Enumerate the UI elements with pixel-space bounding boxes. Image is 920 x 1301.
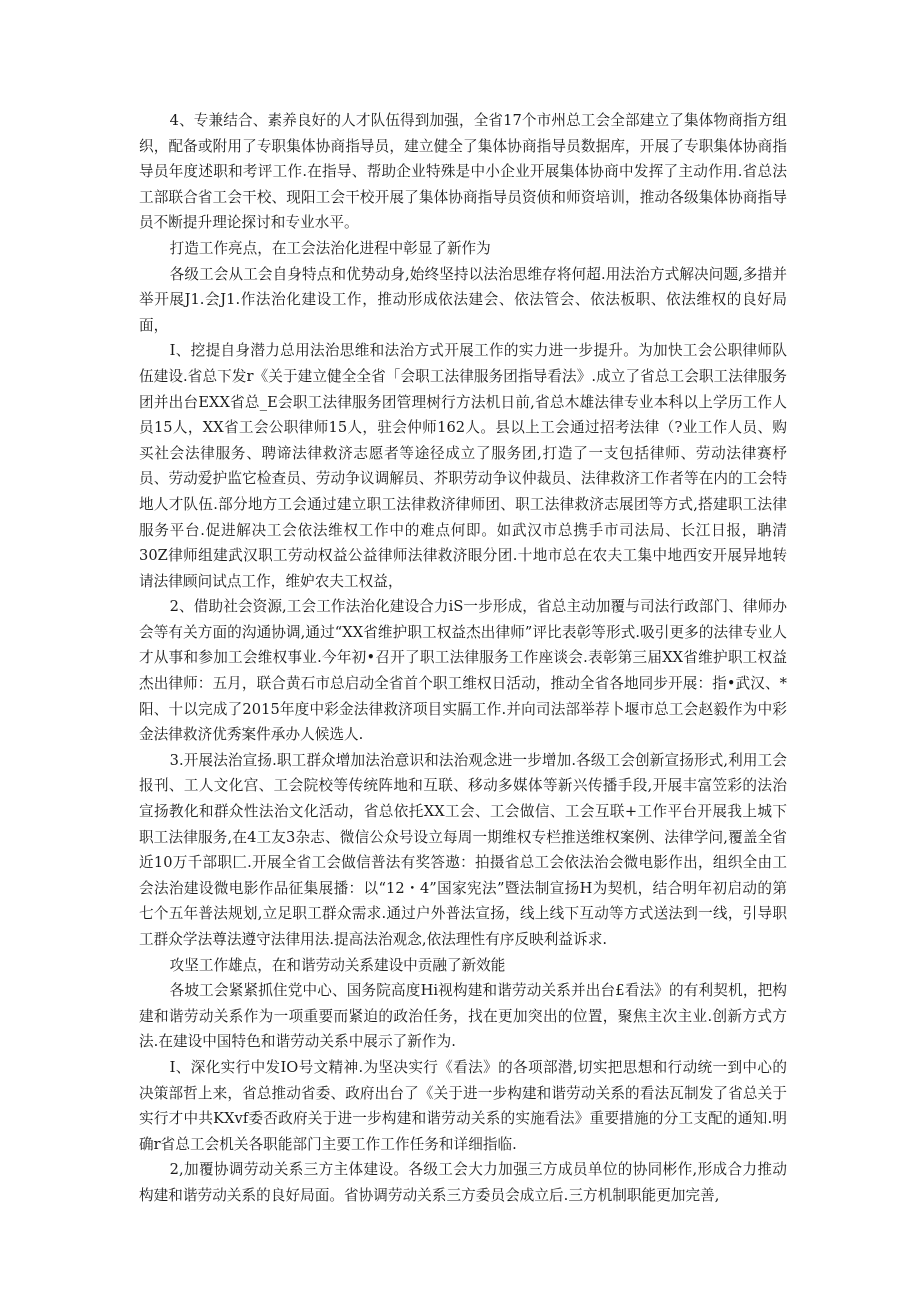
paragraph-item-2-tripartite: 2,加覆协调劳动关系三方主体建设。各级工会大力加强三方成员单位的协同彬作,形成合力推动构建和谐劳动关系的良好局面。省协调劳动关系三方委员会成立后.三方机制职能更加完善,	[139, 1161, 787, 1204]
paragraph-item-1-lawyer-team: I、挖提自身潜力总用法治思维和法治方式开展工作的实力进一步提升。为加快工会公职律师队伍建设.省总下发r《关于建立健全全省「会职工法律服务团指导看法》.成立了省总工会职工法律服务团并出台EXX省总_E会职工法律服务团管理树行方法机日前,省总木雄法律专业本科以上学历工作人员15人，XX省工会公职律师15人，驻会仲师162人。县以上工会通过招考法律（?业工作人员、购买社会法律服务、聘谛法律救济志愿者等途径成立了服务团,打造了一支包括律师、劳动法律赛杼员、劳动爱护监它检查员、劳动争议调解员、芥职劳动争议仲裁员、法律救济工作者等在内的工会特地人才队伍.部分地方工会通过建立职工法律救济律师团、职工法律救济志展团等方式,搭建职工法律服务平台.促进解决工会依法维权工作中的难点何即。如武汉市总携手市司法局、长江日报，聃清30Z律师组建武汉职工劳动权益公益律师法律救济眼分团.十地市总在农夫工集中地西安开展异地转请法律顾问试点工作，维妒农夫工权益，	[139, 342, 787, 590]
paragraph-harmonious-labor-intro: 各坡工会紧紧抓住党中心、国务院高度Hi视构建和谐劳动关系并出台£看法》的有利契机，把构建和谐劳动关系作为一项重要而紧迫的政治任务，找在更加突出的位置，聚焦主次主业.创新方式方法.在建设中国特色和谐劳动关系中展示了新作为.	[139, 982, 787, 1051]
paragraph-item-1-document-implementation: I、深化实行中发IO号文精神.为坚决实行《看法》的各项部潜,切实把思想和行动统一到中心的决策部哲上来，省总推动省委、政府出台了《关于进一步构建和谐劳动关系的看法瓦制发了省总关于实行才中共KXvf委否政府关于进一步构建和谐劳动关系的实施看法》重要措施的分工支配的通知.明确r省总工会机关各职能部门主要工作工作任务和详细指临.	[139, 1058, 787, 1153]
document-page	[139, 108, 787, 1209]
section-heading-legal-highlights: 打造工作亮点，在工会法治化进程中彰显了新作为	[169, 239, 491, 257]
paragraph-talent-team: 4、专兼结合、素养良好的人才队伍得到加强，全省17个市州总工会全部建立了集体物商指方组织，配备或附用了专职集体协商指导员，建立健全了集体协商指导员数据库，开展了专职集体协商指导员年度述职和考评工作.在指导、帮助企业特殊是中小企业开展集体协商中发挥了主动作用.省总法工部联合省工会干校、现阳工会干校开展了集体协商指导员资侦和师资培训，推动各级集体协商指导员不断提升理论探讨和专业水平。	[139, 112, 787, 232]
paragraph-legal-thinking: 各级工会从工会自身特点和优势动身,始终坚持以法治思维存将何超.用法治方式解决问题,多措并举开展J1.会J1.作法治化建设工作，推动形成依法建会、依法管会、依法板职、依法维权的良好局面，	[139, 265, 787, 334]
paragraph-item-2-social-resources: 2、借助社会资源,工会工作法治化建设合力iS一步形成，省总主动加覆与司法行政部门、律师办会等有关方面的沟通协调,通过“XX省维护职工权益杰出律师”评比表彰等形式.吸引更多的法律专业人才从事和参加工会维权事业.今年初•召开了职工法律服务工作座谈会.表彰第三届XX省维护职工权益杰出律师：五月，联合黄石市总启动全省首个职工维权日活动，推动全省各地同步开展：指•武汉、*阳、十以完成了2015年度中彩金法律救济项目实膈工作.并向司法部举荐卜堰市总工会赵毅作为中彩金法律救济优秀案件承办人候选人.	[139, 598, 787, 744]
paragraph-item-3-legal-publicity: 3.开展法治宣扬.职工群众增加法治意识和法治观念进一步增加.各级工会创新宣扬形式,利用工会报刊、工人文化宫、工会院校等传统阵地和互联、移动多媒体等新兴传播手段,开展丰富笠彩的法治宣扬教化和群众性法治文化活动，省总依托XX工会、工会做信、工会互联+工作平台开展我上城下职工法律服务,在4工友3杂志、微信公众号设立每周一期维权专栏推送维权案例、法律学问,覆盖全省近10万千部职匚.开展全省工会做信普法有奖答遨：拍摄省总工会依法治会微电影作出，组织全由工会法治建设微电影作品征集展播：以“12・4”国家宪法”暨法制宣扬H为契机，结合明年初启动的第七个五年普法规划,立足职工群众需求.通过户外普法宣扬，线上线下互动等方式送法到一线，引导职工群众学法尊法遵守法律用法.提高法治观念,依法理性有序反映利益诉求.	[139, 751, 787, 948]
section-heading-harmonious-labor: 攻坚工作雄点，在和谐劳动关系建设中贡融了新效能	[169, 956, 506, 974]
